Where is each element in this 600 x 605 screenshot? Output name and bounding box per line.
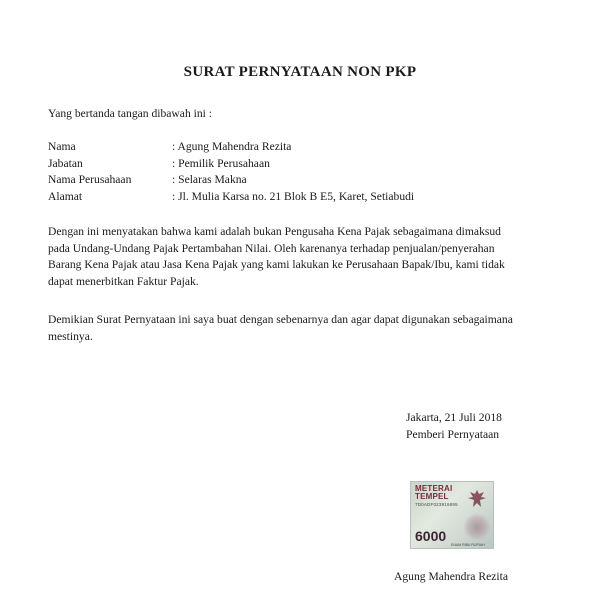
field-row-alamat (48, 189, 414, 206)
signature-block (406, 410, 502, 443)
paragraph-line: dapat menerbitkan Faktur Pajak. (48, 274, 199, 288)
field-row-nama (48, 139, 414, 156)
field-label: Nama Perusahaan (48, 173, 132, 187)
stamp-value: 6000 (415, 528, 447, 544)
signer-name: Agung Mahendra Rezita (394, 570, 508, 583)
paragraph-line: Dengan ini menyatakan bahwa kami adalah bukan Pengusaha Kena Pajak sebagaimana dimaksud (48, 225, 501, 238)
revenue-stamp (410, 481, 494, 549)
stamp-header-line: METERAI (415, 484, 453, 493)
identity-fields (48, 139, 414, 205)
stamp-hologram (464, 512, 490, 542)
statement-paragraph (48, 224, 568, 290)
stamp-value-words: ENAM RIBU RUPIAH (451, 543, 485, 547)
stamp-serial: 7D0ADF023916895 (415, 502, 458, 507)
field-label: Alamat (48, 189, 83, 203)
place-date: Jakarta, 21 Juli 2018 (406, 411, 502, 424)
document-title: SURAT PERNYATAAN NON PKP (183, 64, 417, 80)
paragraph-line: mestinya. (48, 329, 93, 343)
field-row-jabatan (48, 156, 414, 173)
field-value: : Jl. Mulia Karsa no. 21 Blok B E5, Karet, Setiabudi (172, 189, 415, 203)
signer-role: Pemberi Pernyataan (406, 427, 500, 441)
paragraph-line: Demikian Surat Pernyataan ini saya buat dengan sebenarnya dan agar dapat digunakan sebagaimana (48, 313, 513, 326)
field-value: : Agung Mahendra Rezita (172, 140, 292, 153)
intro-text: Yang bertanda tangan dibawah ini : (48, 107, 212, 120)
closing-paragraph (48, 312, 568, 345)
field-row-perusahaan (48, 172, 414, 189)
field-label: Jabatan (48, 156, 83, 170)
field-value: : Pemilik Perusahaan (172, 156, 270, 170)
stamp-header-line: TEMPEL (415, 492, 449, 501)
garuda-emblem-icon (466, 488, 488, 510)
field-value: : Selaras Makna (172, 173, 247, 187)
paragraph-line: pada Undang-Undang Pajak Pertambahan Nilai. Oleh karenanya terhadap penjualan/penyerahan (48, 241, 495, 255)
field-label: Nama (48, 140, 76, 153)
stamp-header (415, 485, 452, 501)
paragraph-line: Barang Kena Pajak atau Jasa Kena Pajak yang kami lakukan ke Perusahaan Bapak/Ibu, kami tidak (48, 258, 505, 272)
